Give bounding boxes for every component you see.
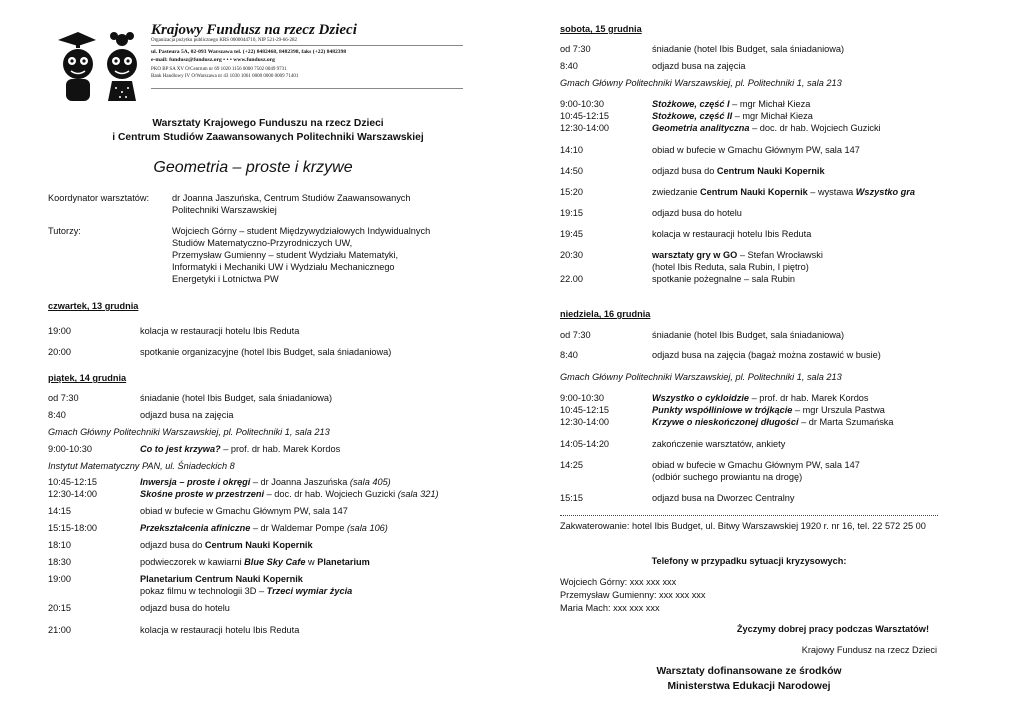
day-heading-saturday: sobota, 15 grudnia xyxy=(560,24,642,34)
wish-line: Życzymy dobrej pracy podczas Warsztatów! xyxy=(736,624,929,634)
main-title: Geometria – proste i krzywe xyxy=(153,159,353,176)
tutor-line: Wojciech Górny – student Międzywydziałowych Indywidualnych xyxy=(172,226,431,236)
org-bank2: Bank Handlowy IV O/Warszawa nr 43 1030 1061 0000 0000 0009 71401 xyxy=(151,74,299,79)
venue-line: Gmach Główny Politechniki Warszawskiej, pl. Politechniki 1, sala 213 xyxy=(560,372,842,382)
tutors-label: Tutorzy: xyxy=(48,226,81,236)
phone-line: Maria Mach: xxx xxx xxx xyxy=(560,603,660,613)
accommodation-line: Zakwaterowanie: hotel Ibis Budget, ul. Bitwy Warszawskiej 1920 r. nr 16, tel. 22 572 25 00 xyxy=(560,521,926,531)
tutor-line: Przemysław Gumienny – student Wydziału Matematyki, xyxy=(172,250,399,260)
funding-line-1: Warsztaty dofinansowane ze środków xyxy=(656,666,842,677)
day-heading-friday: piątek, 14 grudnia xyxy=(48,373,127,383)
coordinator-line-1: dr Joanna Jaszuńska, Centrum Studiów Zaawansowanych xyxy=(172,193,411,203)
document-page: Krajowy Fundusz na rzecz Dzieci Organizacja pożytku publicznego KRS 0000044710, NIP 521-29-66-282 ul. Pasteura 5A, 02-093 Warszawa tel. (+22) 8482468, 8482398, faks (+22) 8482398 e-mail: fundusz@fundusz.org • • • www.fundusz.org PKO BP SA XV O/Centrum nr 69 1020 1156 0000 7502 0049 9731 Bank Handlowy IV O/Warszawa nr 43 1030 1061 0000 0000 0009 71401 Warsztaty Krajowego Funduszu na rzecz Dzieci i Centrum Studiów Zaawansowanych Politechniki Warszawskiej Geometria – proste i krzywe Koordynator warsztatów: dr Joanna Jaszuńska, Centrum Studiów Zaawansowanych Politechniki Warszawskiej Tutorzy: Wojciech Górny – student Międzywydziałowych Indywidualnych Studiów Matematyczno-Przyrodniczych UW, Przemysław Gumienny – student Wydziału Matematyki, Informatyki i Mechaniki UW i Wydziału Mechanicznego Energetyki i Lotnictwa PW czwartek, 13 grudnia 19:00 kolacja w restauracji hotelu Ibis Reduta 20:00 spotkanie organizacyjne (hotel Ibis Budget, sala śniadaniowa) piątek, 14 grudnia od 7:30 śniadanie (hotel Ibis Budget, sala śniadaniowa) 8:40 odjazd busa na zajęcia Gmach Główny Politechniki Warszawskiej, pl. Politechniki 1, sala 213 9:00-10:30 Co to jest krzywa? – prof. dr hab. Marek Kordos Instytut Matematyczny PAN, ul. Śniadeckich 8 10:45-12:15 Inwersja – proste i okręgi – dr Joanna Jaszuńska (sala 405) 12:30-14:00 Skośne proste w przestrzeni – doc. dr hab. Wojciech Guzicki (sala 321) 14:15 obiad w bufecie w Gmachu Głównym PW, sala 147 15:15-18:00 Przekształcenia afiniczne – dr Waldemar Pompe (sala 106) 18:10 odjazd busa do Centrum Nauki Kopernik 18:30 podwieczorek w kawiarni Blue Sky Cafe w Planetarium 19:00 Planetarium Centrum Nauki Kopernik pokaz filmu w technologii 3D – Trzeci wymiar życia 20:15 odjazd busa do hotelu 21:00 kolacja w restauracji hotelu Ibis Reduta sobota, 15 grudnia od 7:30 śniadanie (hotel Ibis Budget, sala śniadaniowa) 8:40 odjazd busa na zajęcia Gmach Główny Politechniki Warszawskiej, pl. Politechniki 1, sala 213 9:00-10:30 Stożkowe, część I – mgr Michał Kieza 10:45-12:15 Stożkowe, część II – mgr Michał Kieza 12:30-14:00 Geometria analityczna – doc. dr hab. Wojciech Guzicki 14:10 obiad w bufecie w Gmachu Głównym PW, sala 147 14:50 odjazd busa do Centrum Nauki Kopernik 15:20 zwiedzanie Centrum Nauki Kopernik – wystawa Wszystko gra 19:15 odjazd busa do hotelu 19:45 kolacja w restauracji hotelu Ibis Reduta 20:30 warsztaty gry w GO – Stefan Wrocławski (hotel Ibis Reduta, sala Rubin, I piętro) 22.00 spotkanie pożegnalne – sala Rubin niedziela, 16 grudnia od 7:30 śniadanie (hotel Ibis Budget, sala śniadaniowa) 8:40 odjazd busa na zajęcia (bagaż można zostawić w busie) Gmach Główny Politechniki Warszawskiej, pl. Politechniki 1, sala 213 9:00-10:30 Wszystko o cykloidzie – prof. dr hab. Marek Kordos 10:45-12:15 Punkty współliniowe w trójkącie – mgr Urszula Pastwa 12:30-14:00 Krzywe o nieskończonej długości – dr Marta Szumańska 14:05-14:20 zakończenie warsztatów, ankiety 14:25 obiad w bufecie w Gmachu Głównym PW, sala 147 (odbiór suchego prowiantu na drogę) 15:15 odjazd busa na Dworzec Centralny Zakwaterowanie: hotel Ibis Budget, ul. Bitwy Warszawskiej 1920 r. nr 16, tel. 22 572 25 00 Telefony w przypadku sytuacji kryzysowych: Wojciech Górny: xxx xxx xxx Przemysław Gumienny: xxx xxx xxx Maria Mach: xxx xxx xxx Życzymy dobrej pracy podczas Warsztatów! Krajowy Fundusz na rzecz Dzieci Warsztaty dofinansowane ze środków Ministerstwa Edukacji Narodowej xyxy=(48,22,937,692)
fund-logo-icon xyxy=(56,26,146,104)
phone-line: Wojciech Górny: xxx xxx xxx xyxy=(560,577,677,587)
org-contact: e-mail: fundusz@fundusz.org • • • www.fundusz.org xyxy=(151,57,275,63)
org-sub: Organizacja pożytku publicznego KRS 0000044710, NIP 521-29-66-282 xyxy=(151,38,297,43)
workshop-title-1: Warsztaty Krajowego Funduszu na rzecz Dzieci xyxy=(152,118,384,129)
coordinator-label: Koordynator warsztatów: xyxy=(48,193,150,203)
venue-line: Instytut Matematyczny PAN, ul. Śniadeckich 8 xyxy=(48,461,235,471)
venue-line: Gmach Główny Politechniki Warszawskiej, pl. Politechniki 1, sala 213 xyxy=(560,78,842,88)
coordinator-line-2: Politechniki Warszawskiej xyxy=(172,205,277,215)
separator-line xyxy=(560,515,938,516)
org-address: ul. Pasteura 5A, 02-093 Warszawa tel. (+22) 8482468, 8482398, faks (+22) 8482398 xyxy=(151,49,347,55)
tutor-line: Studiów Matematyczno-Przyrodniczych UW, xyxy=(172,238,353,248)
phones-heading: Telefony w przypadku sytuacji kryzysowych: xyxy=(651,556,847,566)
workshop-title-2: i Centrum Studiów Zaawansowanych Politechniki Warszawskiej xyxy=(112,132,424,143)
phone-line: Przemysław Gumienny: xxx xxx xxx xyxy=(560,590,706,600)
org-name: Krajowy Fundusz na rzecz Dzieci xyxy=(151,22,357,38)
day-heading-sunday: niedziela, 16 grudnia xyxy=(560,309,651,319)
tutor-line: Informatyki i Mechaniki UW i Wydziału Mechanicznego xyxy=(172,262,395,272)
org-bank1: PKO BP SA XV O/Centrum nr 69 1020 1156 0000 7502 0049 9731 xyxy=(151,67,287,72)
tutor-line: Energetyki i Lotnictwa PW xyxy=(172,274,279,284)
day-heading-thursday: czwartek, 13 grudnia xyxy=(48,301,139,311)
signature-line: Krajowy Fundusz na rzecz Dzieci xyxy=(801,645,937,655)
venue-line: Gmach Główny Politechniki Warszawskiej, pl. Politechniki 1, sala 213 xyxy=(48,427,330,437)
funding-line-2: Ministerstwa Edukacji Narodowej xyxy=(667,681,831,692)
